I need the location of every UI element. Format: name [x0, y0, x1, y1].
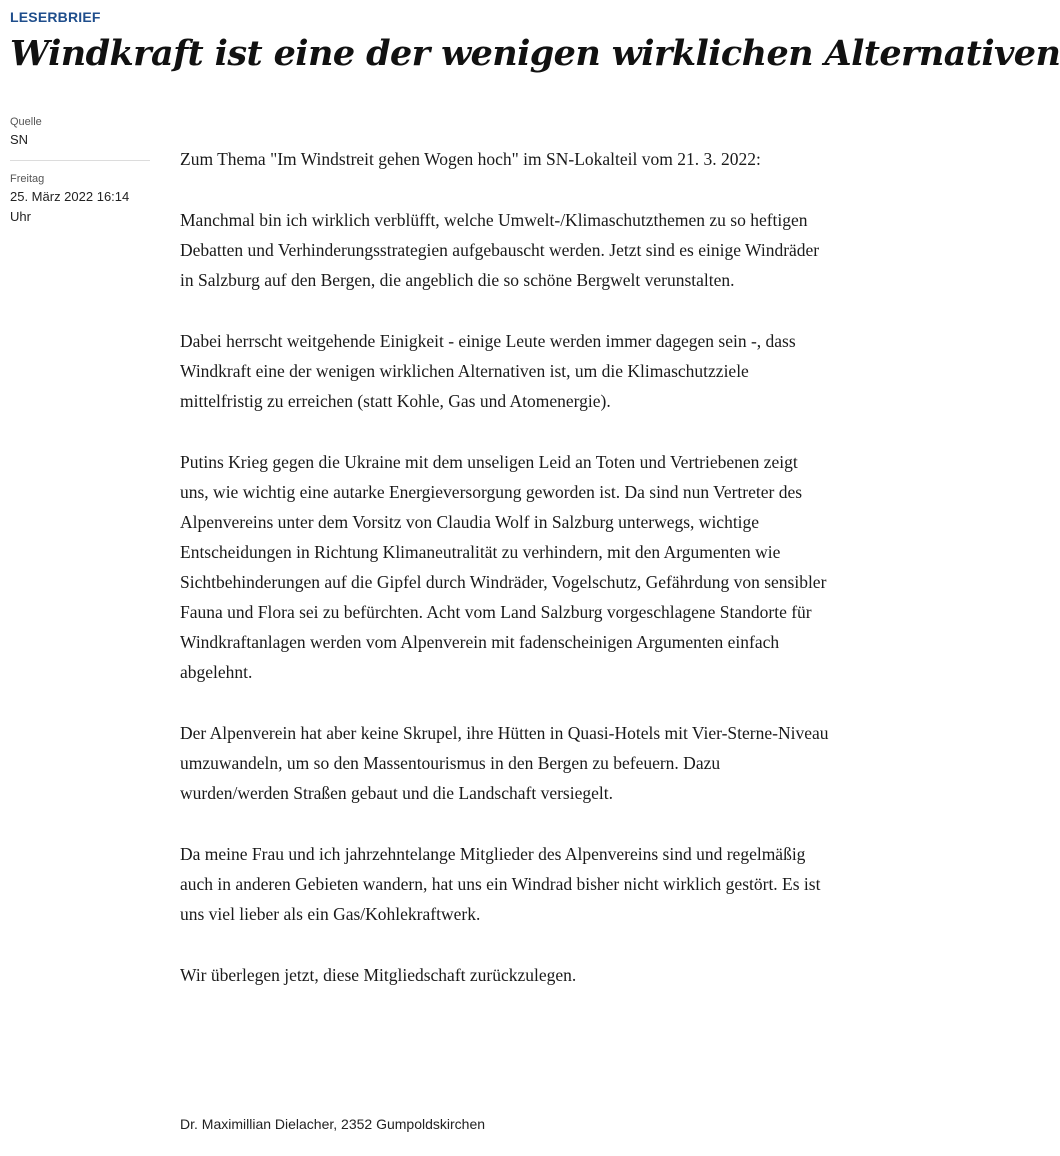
category-kicker[interactable]: LESERBRIEF [10, 9, 101, 25]
article-headline: Windkraft ist eine der wenigen wirklichen Alternativen [10, 33, 1060, 74]
publish-date: 25. März 2022 16:14 Uhr [10, 189, 130, 224]
article-paragraph: Putins Krieg gegen die Ukraine mit dem unseligen Leid an Toten und Vertriebenen zeigt uns, wie wichtig eine autarke Energieversorgung geworden ist. Da sind nun Vertreter des Alpenvereins unter dem Vorsitz von Claudia Wolf in Salzburg unterwegs, wichtige Entscheidungen in Richtung Klimaneutralität zu verhindern, mit den Argumenten wie Sichtbehinderungen auf die Gipfel durch Windräder, Vogelschutz, Gefährdung von sensibler Fauna und Flora sei zu befürchten. Acht vom Land Salzburg vorgeschlagene Standorte für Windkraftanlagen werden vom Alpenverein mit fadenscheinigen Argumenten einfach abgelehnt. [180, 452, 827, 682]
meta-divider [10, 160, 150, 161]
day-label: Freitag [10, 173, 45, 185]
article-paragraph: Dabei herrscht weitgehende Einigkeit - einige Leute werden immer dagegen sein -, dass Windkraft eine der wenigen wirklichen Alternativen ist, um die Klimaschutzziele mittelfristig zu erreichen (statt Kohle, Gas und Atomenergie). [180, 331, 796, 411]
source-value: SN [10, 132, 29, 147]
article-meta [10, 114, 150, 237]
source-label: Quelle [10, 116, 42, 128]
article-paragraph: Wir überlegen jetzt, diese Mitgliedschaft zurückzulegen. [180, 965, 577, 985]
article-paragraph: Der Alpenverein hat aber keine Skrupel, ihre Hütten in Quasi-Hotels mit Vier-Sterne-Niveau umzuwandeln, um so den Massentourismus in den Bergen zu befeuern. Dazu wurden/werden Straßen gebaut und die Landschaft versiegelt. [180, 723, 829, 803]
article-paragraph: Manchmal bin ich wirklich verblüfft, welche Umwelt-/Klimaschutzthemen zu so heftigen Debatten und Verhinderungsstrategien aufgebauscht werden. Jetzt sind es einige Windräder in Salzburg auf den Bergen, die angeblich die so schöne Bergwelt verunstalten. [180, 210, 820, 290]
author-signature: Dr. Maximillian Dielacher, 2352 Gumpoldskirchen [180, 1116, 486, 1132]
source-block [10, 114, 150, 160]
article-paragraph: Da meine Frau und ich jahrzehntelange Mitglieder des Alpenvereins sind und regelmäßig auch in anderen Gebieten wandern, hat uns ein Windrad bisher nicht wirklich gestört. Es ist uns viel lieber als ein Gas/Kohlekraftwerk. [180, 844, 821, 924]
date-block [10, 171, 150, 237]
article-body [180, 144, 830, 1021]
article-paragraph: Zum Thema "Im Windstreit gehen Wogen hoch" im SN-Lokalteil vom 21. 3. 2022: [180, 149, 761, 169]
